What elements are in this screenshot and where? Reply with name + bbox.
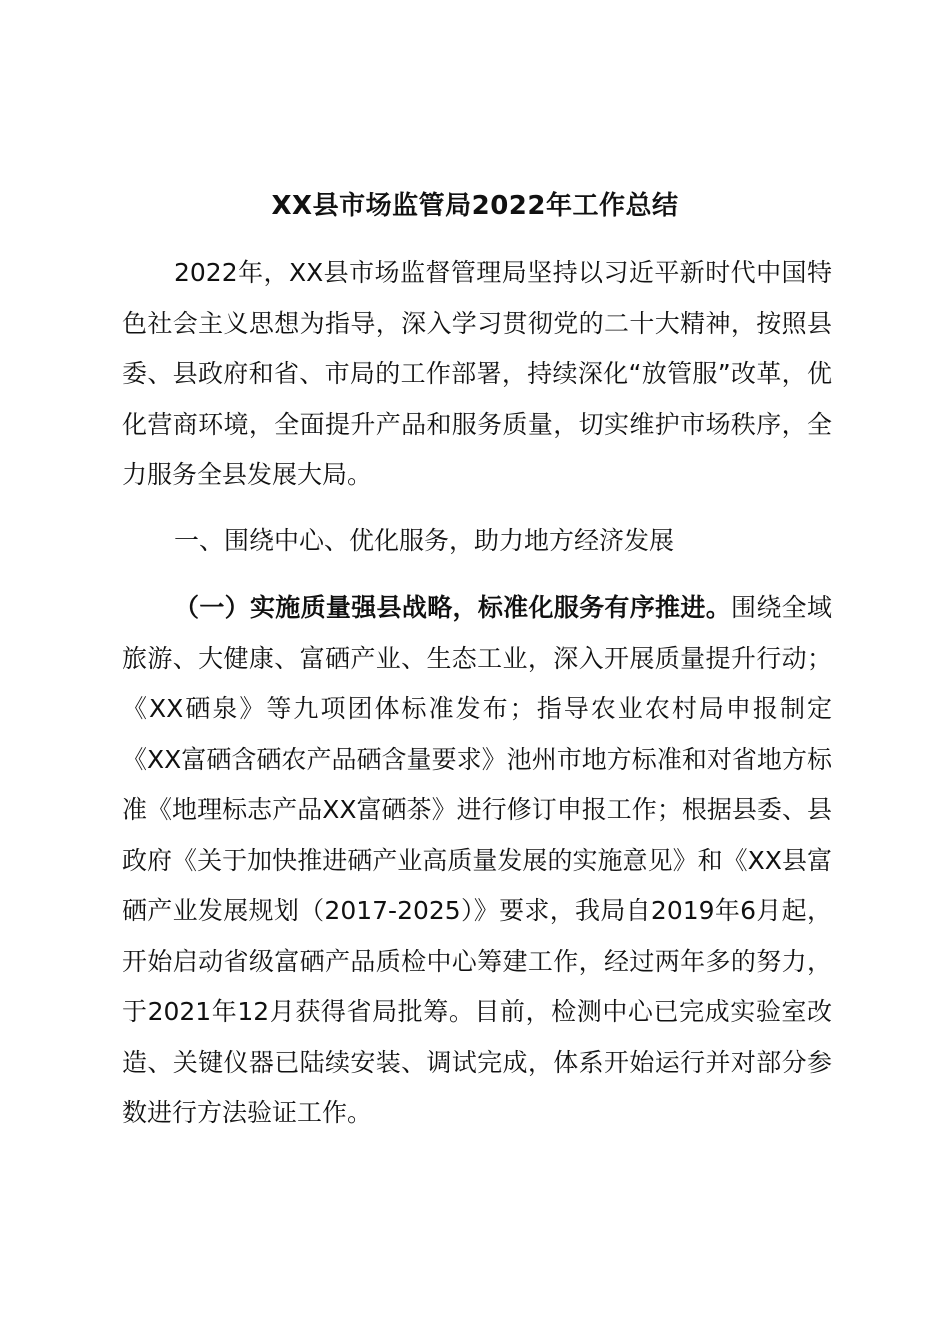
item-lead: （一）实施质量强县战略，标准化服务有序推进。 [174, 593, 732, 622]
item-body: 围绕全域旅游、大健康、富硒产业、生态工业，深入开展质量提升行动；《XX硒泉》等九项团体标准发布；指导农业农村局申报制定《XX富硒含硒农产品硒含量要求》池州市地方标准和对省地方标准《地理标志产品XX富硒茶》进行修订申报工作；根据县委、县政府《关于加快推进硒产业高质量发展的实施意见》和《XX县富硒产业发展规划（2017-2025）》要求，我局自2019年6月起，开始启动省级富硒产品质检中心筹建工作，经过两年多的努力，于2021年12月获得省局批筹。目前，检测中心已完成实验室改造、关键仪器已陆续安装、调试完成，体系开始运行并对部分参数进行方法验证工作。 [122, 593, 832, 1127]
intro-paragraph: 2022年，XX县市场监督管理局坚持以习近平新时代中国特色社会主义思想为指导，深入学习贯彻党的二十大精神，按照县委、县政府和省、市局的工作部署，持续深化“放管服”改革，优化营商环境，全面提升产品和服务质量，切实维护市场秩序，全力服务全县发展大局。 [122, 258, 832, 489]
section-item-paragraph [122, 583, 832, 1139]
document-title: XX县市场监管局2022年工作总结 [271, 191, 679, 221]
section-heading: 一、围绕中心、优化服务，助力地方经济发展 [174, 526, 675, 555]
